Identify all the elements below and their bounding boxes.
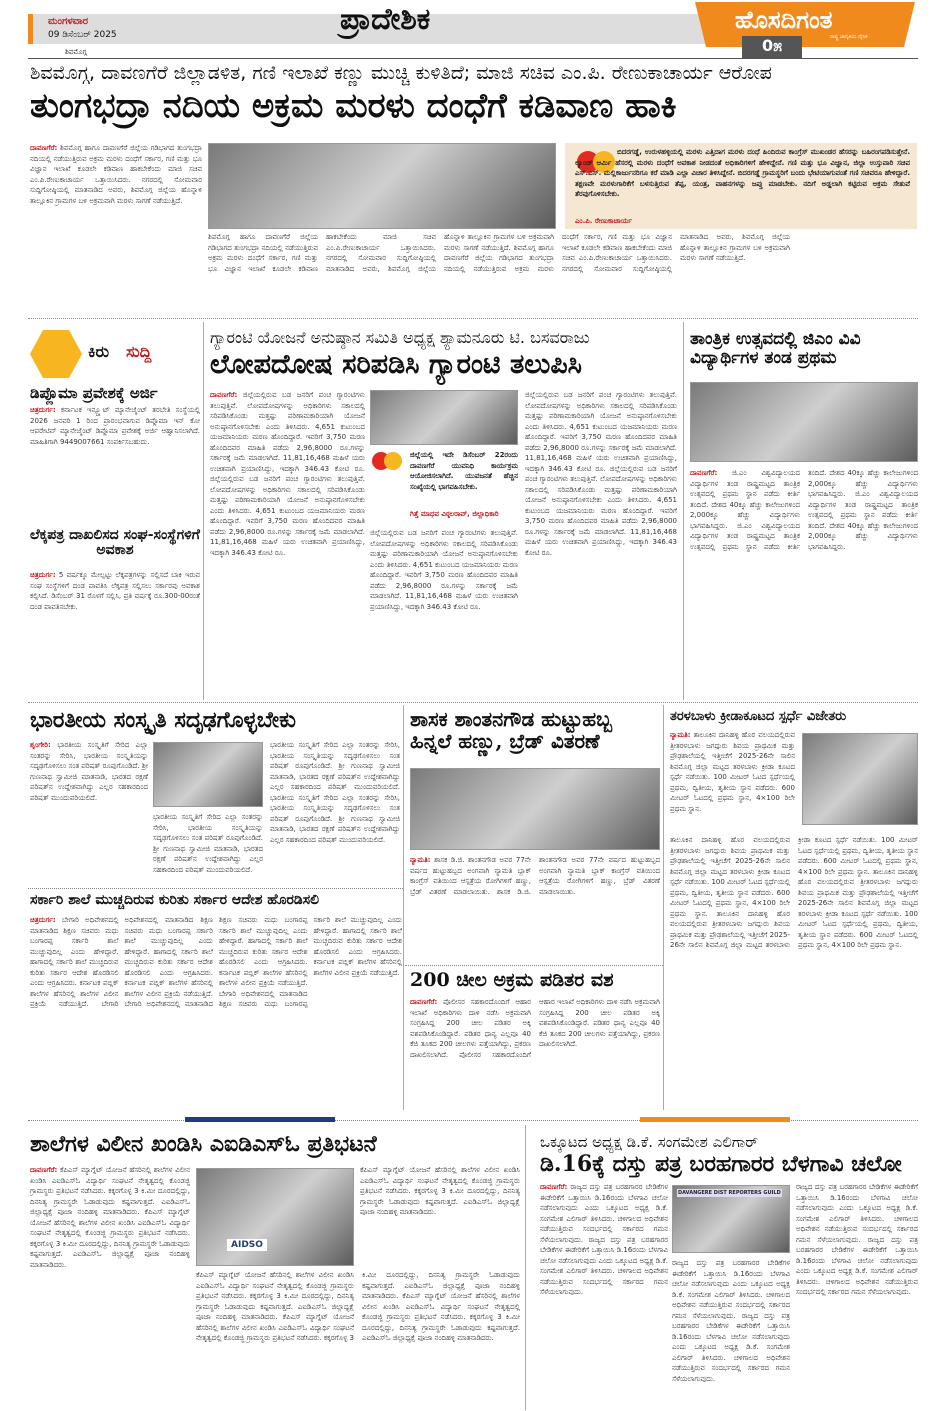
lead-body-continued — [208, 232, 908, 312]
guarantee-body-continued — [370, 528, 518, 695]
logo-tagline: ರಾಷ್ಟ್ರ ಜಾಗೃತಿಯ ದೈನಿಕ — [830, 34, 868, 40]
sanskriti-body-continued — [153, 812, 263, 880]
article-text: ರಾಜ್ಯದ ದಸ್ತು ಪತ್ರ ಬರಹಗಾರರ ಬೇಡಿಕೆಗಳ ಈಡೇರಿಕೆಗೆ ಒತ್ತಾಯಿಸಿ ಡಿ.16ರಂದು ಬೆಳಗಾವಿ ಚಲೋ ನಡೆಸಲಾಗುವುದು ಎಂದು ಒಕ್ಕೂಟದ ಅಧ್ಯಕ್ಷ ಡಿ.ಕೆ. ಸಂಗಮೇಶ ಎಲಿಗಾರ್ ತಿಳಿಸಿದರು. ಚಳಿಗಾಲದ ಅಧಿವೇಶನ ನಡೆಯುತ್ತಿರುವ ಸಂದರ್ಭದಲ್ಲಿ ಸರ್ಕಾರದ ಗಮನ ಸೆಳೆಯಲಾಗುವುದು. — [796, 1183, 918, 1244]
tantrika-headline: ತಾಂತ್ರಿಕ ಉತ್ಸವದಲ್ಲಿ ಜಿಎಂ ವಿವಿ ವಿದ್ಯಾರ್ಥಿಗಳ ತಂಡ ಪ್ರಥಮ — [690, 329, 861, 368]
guild-banner: DAVANGERE DIST REPORTERS GUILD — [678, 1190, 781, 1196]
article-text: ಜಿಲ್ಲೆಯಲ್ಲಿರುವ ಬಡ ಜನರಿಗೆ ಪಂಚ ಗ್ಯಾರಂಟಿಗಳು ತಲುಪುತ್ತಿವೆ. ಲೋಪದೋಷಗಳನ್ನು ಅಧಿಕಾರಿಗಳು ಸಕಾಲದಲ್ಲಿ ಸರಿಪಡಿಸಿಕೊಂಡು ಮತ್ತಷ್ಟು ಪರಿಣಾಮಕಾರಿಯಾಗಿ ಯೋಜನೆ ಅನುಷ್ಠಾನಗೊಳಿಸಬೇಕು ಎಂದು ತಿಳಿಸಿದರು. 4,651 ಕುಟುಂಬದ ಯಜಮಾನಿಯರು ಮರಣ ಹೊಂದಿದ್ದಾರೆ. ಇವರಿಗೆ 3,750 ಮರಣ ಹೊಂದಿದವರ ಮಾಹಿತಿ ಪಡೆದು 2,96,8000 ರೂ.ಗಳನ್ನು ಸರ್ಕಾರಕ್ಕೆ ಜಮೆ ಮಾಡಲಾಗಿದೆ. 11,81,16,468 ಮಹಿಳೆ ಯರು ಉಚಿತವಾಗಿ ಪ್ರಯಾಣಿಸಿದ್ದು, ಇದಕ್ಕಾಗಿ 346.43 ಕೋಟಿ ರೂ. — [210, 391, 365, 473]
dateline: ಚಿತ್ರದುರ್ಗ: — [30, 406, 56, 414]
quote-author: ಎಂ.ಪಿ. ರೇಣುಕಾಚಾರ್ಯ — [575, 217, 633, 225]
column-rule — [663, 705, 664, 1110]
students-group-photo — [690, 382, 918, 462]
sports-body — [670, 730, 795, 830]
guarantee-kicker: ಗ್ಯಾರಂಟಿ ಯೋಜನೆ ಅನುಷ್ಠಾನ ಸಮಿತಿ ಅಧ್ಯಕ್ಷ ಶ್ಯಾಮನೂರು ಟಿ. ಬಸವರಾಜು — [210, 328, 590, 347]
brief-body — [30, 405, 200, 523]
column-rule — [525, 1125, 526, 1410]
ration-body — [410, 997, 660, 1107]
article-text: ತಾಲೂಕಿನ ದಾನಿಹಳ್ಳಿ ಹೊರ ವಲಯದಲ್ಲಿರುವ ತ್ರೀತರಳಬಾಳು ಜಗದ್ಗುರು ಶಿವಯ ಪ್ರಾಥಮಿಕ ಮತ್ತು ಪ್ರೌಢಶಾಲೆಯಲ್ಲಿ ಇತ್ತೀಚೆಗೆ 2025-26ನೇ ಸಾಲಿನ ಶಿವಮೊಗ್ಗ ಜಿಲ್ಲಾ ಮಟ್ಟದ ತರಳಬಾಳು ಕ್ರೀಡಾ ಕೂಟದ ಸ್ಪರ್ಧೆ ನಡೆಯಿತು. 100 ಮೀಟರ್ ಓಟದ ಸ್ಪರ್ಧೆಯಲ್ಲಿ ಪ್ರಥಮ, ದ್ವಿತೀಯ, ತೃತೀಯ ಸ್ಥಾನ ಪಡೆದರು. 600 ಮೀಟರ್ ಓಟದಲ್ಲಿ ಪ್ರಥಮ ಸ್ಥಾನ, 4×100 ರಿಲೇ ಪ್ರಥಮ ಸ್ಥಾನ. — [670, 836, 791, 918]
brief-body — [30, 570, 200, 695]
page-number: 0೫ — [742, 36, 802, 58]
pointing-hand-icon — [30, 330, 82, 378]
lead-headline: ತುಂಗಭದ್ರಾ ನದಿಯ ಅಕ್ರಮ ಮರಳು ದಂಧೆಗೆ ಕಡಿವಾಣ ಹಾಕಿ — [30, 86, 677, 126]
protest-banner: AIDSO — [227, 1239, 267, 1251]
divider — [28, 58, 918, 59]
writers-body-continued — [672, 1258, 790, 1408]
edition-city: ಶಿವಮೊಗ್ಗ — [65, 48, 87, 56]
article-text: ಭಾರತೀಯ ಸಂಸ್ಕೃತಿಗೆ ಸೇರಿದ ಎಲ್ಲಾ ಸಂತರನ್ನು ಸೇರಿಸಿ, ಭಾರತೀಯ ಸಂಸ್ಕೃತಿಯನ್ನು ಸದೃಢಗೊಳಿಸಲು ಸಂತ ಪರಿಷತ್ ರೂಪುಗೊಂಡಿದೆ. ಶ್ರೀ ಗುಣನಾಥ ಸ್ವಾಮೀಜಿ ಮಾತನಾಡಿ, ಭಾರತದ ರಕ್ಷಣೆ ಪರಿಷತ್‌ನ ಉದ್ದೇಶವಾಗಿದ್ದು ಎಲ್ಲರ ಸಹಕಾರದಿಂದ ಪರಿಷತ್ ಮುಂದುವರಿಯಲಿದೆ. — [270, 741, 400, 791]
guarantee-body-continued — [525, 390, 677, 695]
article-text: ಬೇಗಾರಿ ಅಧಿವೇಶನದಲ್ಲಿ ಮಾತನಾಡಿದ ಶಿಕ್ಷಣ ಸಚಿವರು ಮಧು ಬಂಗಾರಪ್ಪ ಸರ್ಕಾರಿ ಶಾಲೆ ಮುಚ್ಚುವುದಿಲ್ಲ ಎಂದು ಹೇಳಿದ್ದಾರೆ. ಹಾಗಾದಲ್ಲಿ ಸರ್ಕಾರಿ ಶಾಲೆ ಮುಚ್ಚದಿರುವ ಕುರಿತು ಸರ್ಕಾರ ಆದೇಶ ಹೊರಡಿಸಲಿ ಎಂದು ಆಗ್ರಹಿಸಿದರು. ಕರ್ನಾಟಕ ಪಬ್ಲಿಕ್ ಶಾಲೆಗಳ ಹೆಸರಿನಲ್ಲಿ ಶಾಲೆಗಳ ವಿಲೀನ ಪ್ರಕ್ರಿಯೆ ನಡೆಯುತ್ತಿದೆ. — [101, 916, 213, 1008]
quote-text: ಜಿಲ್ಲೆಯಲ್ಲಿ ಇದೇ ಡಿಸೆಂಬರ್ 22ರಂದು ದಾವಣಗೆರೆ ಯುವನಿಧಿ ಕಾರ್ಯಕ್ರಮ ಆಯೋಜಿಸಲಾಗಿದೆ. ಯುವಜನತೆ ಹೆಚ್ಚಿನ ಸಂಖ್ಯೆಯಲ್ಲಿ ಭಾಗವಹಿಸಬೇಕು. — [410, 451, 518, 491]
article-text: ಪೊಲೀಸರ ಸಹಕಾರದೊಂದಿಗೆ ಆಹಾರ ಇಲಾಖೆ ಅಧಿಕಾರಿಗಳು ದಾಳಿ ನಡೆಸಿ ಅಕ್ರಮವಾಗಿ ಸಂಗ್ರಹಿಸಿದ್ದ 200 ಚೀಲ ಪಡಿತರ ಅಕ್ಕಿ ವಶಪಡಿಸಿಕೊಂಡಿದ್ದಾರೆ. ಪಡಿತರ ಧಾನ್ಯ ಎಲ್ಲವೂ 40 ಕೆಜಿ ತೂಕದ 200 ಚೀಲಗಳು ಪತ್ತೆಯಾಗಿದ್ದು, ಪ್ರಕರಣ ದಾಖಲಿಸಲಾಗಿದೆ. — [410, 998, 531, 1059]
article-text: ಭಾರತೀಯ ಸಂಸ್ಕೃತಿಗೆ ಸೇರಿದ ಎಲ್ಲಾ ಸಂತರನ್ನು ಸೇರಿಸಿ, ಭಾರತೀಯ ಸಂಸ್ಕೃತಿಯನ್ನು ಸದೃಢಗೊಳಿಸಲು ಸಂತ ಪರಿಷತ್ ರೂಪುಗೊಂಡಿದೆ. ಶ್ರೀ ಗುಣನಾಥ ಸ್ವಾಮೀಜಿ ಮಾತನಾಡಿ, ಭಾರತದ ರಕ್ಷಣೆ ಪರಿಷತ್‌ನ ಉದ್ದೇಶವಾಗಿದ್ದು ಎಲ್ಲರ ಸಹಕಾರದಿಂದ ಪರಿಷತ್ ಮುಂದುವರಿಯಲಿದೆ. — [153, 813, 263, 874]
ration-headline: 200 ಚೀಲ ಅಕ್ರಮ ಪಡಿತರ ವಶ — [410, 969, 614, 991]
article-text: ಜಿ.ಎಂ ವಿಶ್ವವಿದ್ಯಾಲಯದ ವಿದ್ಯಾರ್ಥಿಗಳ ತಂಡ ರಾಷ್ಟ್ರಮಟ್ಟದ ತಾಂತ್ರಿಕ ಉತ್ಸವದಲ್ಲಿ ಪ್ರಥಮ ಸ್ಥಾನ ಪಡೆದು ಕೀರ್ತಿ ತಂದಿದೆ. ದೇಶದ 40ಕ್ಕೂ ಹೆಚ್ಚು ಕಾಲೇಜುಗಳಿಂದ 2,000ಕ್ಕೂ ಹೆಚ್ಚು ವಿದ್ಯಾರ್ಥಿಗಳು ಭಾಗವಹಿಸಿದ್ದರು. — [690, 469, 800, 530]
article-text: ಶಾಸಕ ಡಿ.ಜಿ. ಶಾಂತನಗೌಡ ಅವರ 77ನೇ ವರ್ಷದ ಹುಟ್ಟುಹಬ್ಬದ ಅಂಗವಾಗಿ ನ್ಯಾಮತಿ ಬ್ಲಾಕ್ ಕಾಂಗ್ರೆಸ್ ವತಿಯಿಂದ ಆಸ್ಪತ್ರೆಯ ರೋಗಿಗಳಿಗೆ ಹಣ್ಣು, ಬ್ರೆಡ್ ವಿತರಣೆ ಮಾಡಲಾಯಿತು. — [497, 856, 660, 896]
article-text: ಜಿಲ್ಲೆಯಲ್ಲಿರುವ ಬಡ ಜನರಿಗೆ ಪಂಚ ಗ್ಯಾರಂಟಿಗಳು ತಲುಪುತ್ತಿವೆ. ಲೋಪದೋಷಗಳನ್ನು ಅಧಿಕಾರಿಗಳು ಸಕಾಲದಲ್ಲಿ ಸರಿಪಡಿಸಿಕೊಂಡು ಮತ್ತಷ್ಟು ಪರಿಣಾಮಕಾರಿಯಾಗಿ ಯೋಜನೆ ಅನುಷ್ಠಾನಗೊಳಿಸಬೇಕು ಎಂದು ತಿಳಿಸಿದರು. 4,651 ಕುಟುಂಬದ ಯಜಮಾನಿಯರು ಮರಣ ಹೊಂದಿದ್ದಾರೆ. ಇವರಿಗೆ 3,750 ಮರಣ ಹೊಂದಿದವರ ಮಾಹಿತಿ ಪಡೆದು 2,96,8000 ರೂ.ಗಳನ್ನು ಸರ್ಕಾರಕ್ಕೆ ಜಮೆ ಮಾಡಲಾಗಿದೆ. 11,81,16,468 ಮಹಿಳೆ ಯರು ಉಚಿತವಾಗಿ ಪ್ರಯಾಣಿಸಿದ್ದು, ಇದಕ್ಕಾಗಿ 346.43 ಕೋಟಿ ರೂ. — [525, 391, 677, 473]
badge-label: ಕಿರು — [88, 342, 110, 361]
dateline: ದಾವಣಗೆರೆ: — [30, 144, 58, 152]
shantanagouda-body — [410, 855, 660, 960]
brief-headline: ಲೆಕ್ಕಪತ್ರ ದಾಖಲಿಸದ ಸಂಘ-ಸಂಸ್ಥೆಗಳಿಗೆ ಅವಕಾಶ — [30, 527, 200, 559]
dateline: ದಾವಣಗೆರೆ: — [540, 1183, 568, 1191]
column-rule — [203, 322, 204, 700]
article-text: ಶಿವಮೊಗ್ಗ ಹಾಗೂ ದಾವಣಗೆರೆ ಜಿಲ್ಲೆಯ ಗಡಿಭಾಗದ ತುಂಗಭದ್ರಾ ನದಿಯಲ್ಲಿ ನಡೆಯುತ್ತಿರುವ ಅಕ್ರಮ ಮರಳು ದಂಧೆಗೆ ಸರ್ಕಾರ, ಗಣಿ ಮತ್ತು ಭೂ ವಿಜ್ಞಾನ ಇಲಾಖೆ ಕೂಡಲೇ ಕಡಿವಾಣ ಹಾಕಬೇಕೆಂದು ಮಾಜಿ ಸಚಿವ ಎಂ.ಪಿ.ರೇಣುಕಾಚಾರ್ಯ ಒತ್ತಾಯಿಸಿದರು. ನಗರದಲ್ಲಿ ಸೋಮವಾರ ಸುದ್ದಿಗೋಷ್ಠಿಯಲ್ಲಿ ಮಾತನಾಡಿದ ಅವರು, ಶಿವಮೊಗ್ಗ ಜಿಲ್ಲೆಯ ಹೊನ್ನಾಳಿ ತಾಲ್ಲೂಕಿನ ಗ್ರಾಮಗಳ ಬಳಿ ಅಕ್ರಮವಾಗಿ ಮರಳು ಸಾಗಣೆ ನಡೆಯುತ್ತಿದೆ. — [208, 233, 554, 273]
article-text: ಶಾಸಕ ಡಿ.ಜಿ. ಶಾಂತನಗೌಡ ಅವರ 77ನೇ ವರ್ಷದ ಹುಟ್ಟುಹಬ್ಬದ ಅಂಗವಾಗಿ ನ್ಯಾಮತಿ ಬ್ಲಾಕ್ ಕಾಂಗ್ರೆಸ್ ವತಿಯಿಂದ ಆಸ್ಪತ್ರೆಯ ರೋಗಿಗಳಿಗೆ ಹಣ್ಣು, ಬ್ರೆಡ್ ವಿತರಣೆ ಮಾಡಲಾಯಿತು. — [410, 856, 532, 896]
sanskriti-body-continued — [270, 740, 400, 880]
dateline: ದಾವಣಗೆರೆ: — [410, 998, 438, 1006]
sanskriti-body — [30, 740, 148, 880]
article-text: ಕೆಪಿಎಸ್ ಮ್ಯಾಗ್ನೆಟ್ ಯೋಜನೆ ಹೆಸರಿನಲ್ಲಿ ಶಾಲೆಗಳ ವಿಲೀನ ಖಂಡಿಸಿ ಎಐಡಿಎಸ್‌ಓ ವಿದ್ಯಾರ್ಥಿ ಸಂಘಟನೆ ನೇತೃತ್ವದಲ್ಲಿ ಕೊಂಡಜ್ಜಿ ಗ್ರಾಮಸ್ಥರು ಪ್ರತಿಭಟನೆ ನಡೆಸಿದರು. ಕಕ್ಕರಗೊಳ್ಳ 3 ಕಿ.ಮೀ ದೂರದಲ್ಲಿದ್ದು, ದಿನನಿತ್ಯ ಗ್ರಾಮಸ್ಥರೇ ಓಡಾಡುವುದು ಕಷ್ಟವಾಗುತ್ತದೆ. ಎಐಡಿಎಸ್‌ಓ ಜಿಲ್ಲಾಧ್ಯಕ್ಷೆ ಪೂಜಾ ನಂದಿಹಳ್ಳಿ ಮಾತನಾಡಿದರು. — [196, 1271, 520, 1342]
lead-photo — [208, 143, 556, 229]
article-text: ಬೇಗಾರಿ ಅಧಿವೇಶನದಲ್ಲಿ ಮಾತನಾಡಿದ ಶಿಕ್ಷಣ ಸಚಿವರು ಮಧು ಬಂಗಾರಪ್ಪ ಸರ್ಕಾರಿ ಶಾಲೆ ಮುಚ್ಚುವುದಿಲ್ಲ ಎಂದು ಹೇಳಿದ್ದಾರೆ. ಹಾಗಾದಲ್ಲಿ ಸರ್ಕಾರಿ ಶಾಲೆ ಮುಚ್ಚದಿರುವ ಕುರಿತು ಸರ್ಕಾರ ಆದೇಶ ಹೊರಡಿಸಲಿ ಎಂದು ಆಗ್ರಹಿಸಿದರು. ಕರ್ನಾಟಕ ಪಬ್ಲಿಕ್ ಶಾಲೆಗಳ ಹೆಸರಿನಲ್ಲಿ ಶಾಲೆಗಳ ವಿಲೀನ ಪ್ರಕ್ರಿಯೆ ನಡೆಯುತ್ತಿದೆ. — [124, 916, 308, 1008]
lead-quote-box — [565, 143, 917, 229]
article-text: ಕೆಪಿಎಸ್ ಮ್ಯಾಗ್ನೆಟ್ ಯೋಜನೆ ಹೆಸರಿನಲ್ಲಿ ಶಾಲೆಗಳ ವಿಲೀನ ಖಂಡಿಸಿ ಎಐಡಿಎಸ್‌ಓ ವಿದ್ಯಾರ್ಥಿ ಸಂಘಟನೆ ನೇತೃತ್ವದಲ್ಲಿ ಕೊಂಡಜ್ಜಿ ಗ್ರಾಮಸ್ಥರು ಪ್ರತಿಭಟನೆ ನಡೆಸಿದರು. ಕಕ್ಕರಗೊಳ್ಳ 3 ಕಿ.ಮೀ ದೂರದಲ್ಲಿದ್ದು, ದಿನನಿತ್ಯ ಗ್ರಾಮಸ್ಥರೇ ಓಡಾಡುವುದು ಕಷ್ಟವಾಗುತ್ತದೆ. ಎಐಡಿಎಸ್‌ಓ ಜಿಲ್ಲಾಧ್ಯಕ್ಷೆ ಪೂಜಾ ನಂದಿಹಳ್ಳಿ ಮಾತನಾಡಿದರು. — [360, 1166, 520, 1216]
dateline: ಚಿತ್ರದುರ್ಗ: — [30, 571, 56, 579]
guarantee-headline: ಲೋಪದೋಷ ಸರಿಪಡಿಸಿ ಗ್ಯಾರಂಟಿ ತಲುಪಿಸಿ — [210, 349, 582, 380]
article-text: ಕರ್ನಾಟಕ ಇನ್ಸ್ಟ್ಯೂಟ್ ಮ್ಯಾನೇಜ್ಮೆಂಟ್ ತರಬೇತಿ ಸಂಸ್ಥೆಯಲ್ಲಿ 2026 ಜನವರಿ 1 ರಿಂದ ಪ್ರಾರಂಭವಾಗುವ ಡಿಪ್ಲೊಮಾ ಇನ್ ಕೋ ಆಪರೇಟಿವ್ ಮ್ಯಾನೇಜ್ಮೆಂಟ್ ಡಿಪ್ಲೊಮಾ ಪ್ರವೇಶಕ್ಕೆ ಅರ್ಜಿ ಆಹ್ವಾನಿಸಲಾಗಿದೆ. ಮಾಹಿತಿಗಾಗಿ 9449007661 ಸಂಪರ್ಕಿಸಬಹುದು. — [30, 406, 200, 446]
dateline: ಚಿತ್ರದುರ್ಗ: — [30, 916, 56, 924]
writers-kicker: ಒಕ್ಕೂಟದ ಅಧ್ಯಕ್ಷ ಡಿ.ಕೆ. ಸಂಗಮೇಶ ಎಲಿಗಾರ್ — [540, 1133, 759, 1151]
article-text: ಜಿ.ಎಂ ವಿಶ್ವವಿದ್ಯಾಲಯದ ವಿದ್ಯಾರ್ಥಿಗಳ ತಂಡ ರಾಷ್ಟ್ರಮಟ್ಟದ ತಾಂತ್ರಿಕ ಉತ್ಸವದಲ್ಲಿ ಪ್ರಥಮ ಸ್ಥಾನ ಪಡೆದು ಕೀರ್ತಿ ತಂದಿದೆ. ದೇಶದ 40ಕ್ಕೂ ಹೆಚ್ಚು ಕಾಲೇಜುಗಳಿಂದ 2,000ಕ್ಕೂ ಹೆಚ್ಚು ವಿದ್ಯಾರ್ಥಿಗಳು ಭಾಗವಹಿಸಿದ್ದರು. — [690, 469, 918, 551]
article-text: ತಾಲೂಕಿನ ದಾನಿಹಳ್ಳಿ ಹೊರ ವಲಯದಲ್ಲಿರುವ ತ್ರೀತರಳಬಾಳು ಜಗದ್ಗುರು ಶಿವಯ ಪ್ರಾಥಮಿಕ ಮತ್ತು ಪ್ರೌಢಶಾಲೆಯಲ್ಲಿ ಇತ್ತೀಚೆಗೆ 2025-26ನೇ ಸಾಲಿನ ಶಿವಮೊಗ್ಗ ಜಿಲ್ಲಾ ಮಟ್ಟದ ತರಳಬಾಳು ಕ್ರೀಡಾ ಕೂಟದ ಸ್ಪರ್ಧೆ ನಡೆಯಿತು. 100 ಮೀಟರ್ ಓಟದ ಸ್ಪರ್ಧೆಯಲ್ಲಿ ಪ್ರಥಮ, ದ್ವಿತೀಯ, ತೃತೀಯ ಸ್ಥಾನ ಪಡೆದರು. 600 ಮೀಟರ್ ಓಟದಲ್ಲಿ ಪ್ರಥಮ ಸ್ಥಾನ, 4×100 ರಿಲೇ ಪ್ರಥಮ ಸ್ಥಾನ. — [670, 731, 795, 813]
shantanagouda-headline: ಶಾಸಕ ಶಾಂತನಗೌಡ ಹುಟ್ಟುಹಬ್ಬ ಹಿನ್ನಲೆ ಹಣ್ಣು, ಬ್ರೆಡ್ ವಿತರಣೆ — [410, 707, 612, 753]
aidso-body-continued — [196, 1270, 520, 1405]
article-text: ಪೊಲೀಸರ ಸಹಕಾರದೊಂದಿಗೆ ಆಹಾರ ಇಲಾಖೆ ಅಧಿಕಾರಿಗಳು ದಾಳಿ ನಡೆಸಿ ಅಕ್ರಮವಾಗಿ ಸಂಗ್ರಹಿಸಿದ್ದ 200 ಚೀಲ ಪಡಿತರ ಅಕ್ಕಿ ವಶಪಡಿಸಿಕೊಂಡಿದ್ದಾರೆ. ಪಡಿತರ ಧಾನ್ಯ ಎಲ್ಲವೂ 40 ಕೆಜಿ ತೂಕದ 200 ಚೀಲಗಳು ಪತ್ತೆಯಾಗಿದ್ದು, ಪ್ರಕರಣ ದಾಖಲಿಸಲಾಗಿದೆ. — [459, 998, 660, 1059]
article-text: ಬೇಗಾರಿ ಅಧಿವೇಶನದಲ್ಲಿ ಮಾತನಾಡಿದ ಶಿಕ್ಷಣ ಸಚಿವರು ಮಧು ಬಂಗಾರಪ್ಪ ಸರ್ಕಾರಿ ಶಾಲೆ ಮುಚ್ಚುವುದಿಲ್ಲ ಎಂದು ಹೇಳಿದ್ದಾರೆ. ಹಾಗಾದಲ್ಲಿ ಸರ್ಕಾರಿ ಶಾಲೆ ಮುಚ್ಚದಿರುವ ಕುರಿತು ಸರ್ಕಾರ ಆದೇಶ ಹೊರಡಿಸಲಿ ಎಂದು ಆಗ್ರಹಿಸಿದರು. ಕರ್ನಾಟಕ ಪಬ್ಲಿಕ್ ಶಾಲೆಗಳ ಹೆಸರಿನಲ್ಲಿ ಶಾಲೆಗಳ ವಿಲೀನ ಪ್ರಕ್ರಿಯೆ ನಡೆಯುತ್ತಿದೆ. — [219, 916, 402, 1008]
aidso-body — [30, 1165, 190, 1405]
dateline: ನ್ಯಾಮತಿ: — [670, 731, 691, 739]
guarantee-quote — [370, 450, 518, 522]
article-text: ರಾಜ್ಯದ ದಸ್ತು ಪತ್ರ ಬರಹಗಾರರ ಬೇಡಿಕೆಗಳ ಈಡೇರಿಕೆಗೆ ಒತ್ತಾಯಿಸಿ ಡಿ.16ರಂದು ಬೆಳಗಾವಿ ಚಲೋ ನಡೆಸಲಾಗುವುದು ಎಂದು ಒಕ್ಕೂಟದ ಅಧ್ಯಕ್ಷ ಡಿ.ಕೆ. ಸಂಗಮೇಶ ಎಲಿಗಾರ್ ತಿಳಿಸಿದರು. ಚಳಿಗಾಲದ ಅಧಿವೇಶನ ನಡೆಯುತ್ತಿರುವ ಸಂದರ್ಭದಲ್ಲಿ ಸರ್ಕಾರದ ಗಮನ ಸೆಳೆಯಲಾಗುವುದು. — [672, 1259, 790, 1320]
fruit-distribution-photo — [410, 768, 660, 850]
article-text: ಕೆಪಿಎಸ್ ಮ್ಯಾಗ್ನೆಟ್ ಯೋಜನೆ ಹೆಸರಿನಲ್ಲಿ ಶಾಲೆಗಳ ವಿಲೀನ ಖಂಡಿಸಿ ಎಐಡಿಎಸ್‌ಓ ವಿದ್ಯಾರ್ಥಿ ಸಂಘಟನೆ ನೇತೃತ್ವದಲ್ಲಿ ಕೊಂಡಜ್ಜಿ ಗ್ರಾಮಸ್ಥರು ಪ್ರತಿಭಟನೆ ನಡೆಸಿದರು. ಕಕ್ಕರಗೊಳ್ಳ 3 ಕಿ.ಮೀ ದೂರದಲ್ಲಿದ್ದು, ದಿನನಿತ್ಯ ಗ್ರಾಮಸ್ಥರೇ ಓಡಾಡುವುದು ಕಷ್ಟವಾಗುತ್ತದೆ. ಎಐಡಿಎಸ್‌ಓ ಜಿಲ್ಲಾಧ್ಯಕ್ಷೆ ಪೂಜಾ ನಂದಿಹಳ್ಳಿ ಮಾತನಾಡಿದರು. — [196, 1271, 354, 1321]
kirusuddi-badge — [30, 330, 180, 378]
sports-photo — [802, 733, 918, 825]
aidso-headline: ಶಾಲೆಗಳ ವಿಲೀನ ಖಂಡಿಸಿ ಎಐಡಿಎಸ್‌ಓ ಪ್ರತಿಭಟನೆ — [30, 1131, 377, 1157]
lead-kicker: ಶಿವಮೊಗ್ಗ, ದಾವಣಗೆರೆ ಜಿಲ್ಲಾಡಳಿತ, ಗಣಿ ಇಲಾಖೆ ಕಣ್ಣು ಮುಚ್ಚಿ ಕುಳಿತಿದೆ; ಮಾಜಿ ಸಚಿವ ಎಂ.ಪಿ. ರೇಣುಕಾಚಾರ್ಯ ಆರೋಪ — [30, 62, 772, 84]
sports-body-continued — [670, 835, 918, 1107]
article-text: ತಾಲೂಕಿನ ದಾನಿಹಳ್ಳಿ ಹೊರ ವಲಯದಲ್ಲಿರುವ ತ್ರೀತರಳಬಾಳು ಜಗದ್ಗುರು ಶಿವಯ ಪ್ರಾಥಮಿಕ ಮತ್ತು ಪ್ರೌಢಶಾಲೆಯಲ್ಲಿ ಇತ್ತೀಚೆಗೆ 2025-26ನೇ ಸಾಲಿನ ಶಿವಮೊಗ್ಗ ಜಿಲ್ಲಾ ಮಟ್ಟದ ತರಳಬಾಳು ಕ್ರೀಡಾ ಕೂಟದ ಸ್ಪರ್ಧೆ ನಡೆಯಿತು. 100 ಮೀಟರ್ ಓಟದ ಸ್ಪರ್ಧೆಯಲ್ಲಿ ಪ್ರಥಮ, ದ್ವಿತೀಯ, ತೃತೀಯ ಸ್ಥಾನ ಪಡೆದರು. 600 ಮೀಟರ್ ಓಟದಲ್ಲಿ ಪ್ರಥಮ ಸ್ಥಾನ, 4×100 ರಿಲೇ ಪ್ರಥಮ ಸ್ಥಾನ. — [798, 867, 918, 949]
divider — [28, 702, 918, 703]
protest-photo — [196, 1168, 354, 1266]
aidso-body-continued — [360, 1165, 520, 1265]
article-text: ಶಿವಮೊಗ್ಗ ಹಾಗೂ ದಾವಣಗೆರೆ ಜಿಲ್ಲೆಯ ಗಡಿಭಾಗದ ತುಂಗಭದ್ರಾ ನದಿಯಲ್ಲಿ ನಡೆಯುತ್ತಿರುವ ಅಕ್ರಮ ಮರಳು ದಂಧೆಗೆ ಸರ್ಕಾರ, ಗಣಿ ಮತ್ತು ಭೂ ವಿಜ್ಞಾನ ಇಲಾಖೆ ಕೂಡಲೇ ಕಡಿವಾಣ ಹಾಕಬೇಕೆಂದು ಮಾಜಿ ಸಚಿವ ಎಂ.ಪಿ.ರೇಣುಕಾಚಾರ್ಯ ಒತ್ತಾಯಿಸಿದರು. ನಗರದಲ್ಲಿ ಸೋಮವಾರ ಸುದ್ದಿಗೋಷ್ಠಿಯಲ್ಲಿ ಮಾತನಾಡಿದ ಅವರು, ಶಿವಮೊಗ್ಗ ಜಿಲ್ಲೆಯ ಹೊನ್ನಾಳಿ ತಾಲ್ಲೂಕಿನ ಗ್ರಾಮಗಳ ಬಳಿ ಅಕ್ರಮವಾಗಿ ಮರಳು ಸಾಗಣೆ ನಡೆಯುತ್ತಿದೆ. — [30, 144, 202, 205]
swamiji-photo — [153, 742, 263, 807]
dateline: ದಾವಣಗೆರೆ: — [690, 469, 718, 477]
article-text: ಶಿವಮೊಗ್ಗ ಹಾಗೂ ದಾವಣಗೆರೆ ಜಿಲ್ಲೆಯ ಗಡಿಭಾಗದ ತುಂಗಭದ್ರಾ ನದಿಯಲ್ಲಿ ನಡೆಯುತ್ತಿರುವ ಅಕ್ರಮ ಮರಳು ದಂಧೆಗೆ ಸರ್ಕಾರ, ಗಣಿ ಮತ್ತು ಭೂ ವಿಜ್ಞಾನ ಇಲಾಖೆ ಕೂಡಲೇ ಕಡಿವಾಣ ಹಾಕಬೇಕೆಂದು ಮಾಜಿ ಸಚಿವ ಎಂ.ಪಿ.ರೇಣುಕಾಚಾರ್ಯ ಒತ್ತಾಯಿಸಿದರು. ನಗರದಲ್ಲಿ ಸೋಮವಾರ ಸುದ್ದಿಗೋಷ್ಠಿಯಲ್ಲಿ ಮಾತನಾಡಿದ ಅವರು, ಶಿವಮೊಗ್ಗ ಜಿಲ್ಲೆಯ ಹೊನ್ನಾಳಿ ತಾಲ್ಲೂಕಿನ ಗ್ರಾಮಗಳ ಬಳಿ ಅಕ್ರಮವಾಗಿ ಮರಳು ಸಾಗಣೆ ನಡೆಯುತ್ತಿದೆ. — [444, 233, 790, 273]
press-meet-photo — [672, 1185, 790, 1253]
dateline: ದಾವಣಗೆರೆ: — [210, 391, 238, 399]
logo-text: ಹೊಸದಿಗಂತ — [735, 6, 833, 34]
divider — [405, 965, 663, 966]
column-rule — [683, 322, 684, 700]
masthead-accent — [28, 14, 33, 44]
sports-headline: ತರಳಬಾಳು ಕ್ರೀಡಾಕೂಟದ ಸ್ಪರ್ಧೆ ವಿಜೇತರು — [670, 709, 847, 724]
article-text: ಜಿಲ್ಲೆಯಲ್ಲಿರುವ ಬಡ ಜನರಿಗೆ ಪಂಚ ಗ್ಯಾರಂಟಿಗಳು ತಲುಪುತ್ತಿವೆ. ಲೋಪದೋಷಗಳನ್ನು ಅಧಿಕಾರಿಗಳು ಸಕಾಲದಲ್ಲಿ ಸರಿಪಡಿಸಿಕೊಂಡು ಮತ್ತಷ್ಟು ಪರಿಣಾಮಕಾರಿಯಾಗಿ ಯೋಜನೆ ಅನುಷ್ಠಾನಗೊಳಿಸಬೇಕು ಎಂದು ತಿಳಿಸಿದರು. 4,651 ಕುಟುಂಬದ ಯಜಮಾನಿಯರು ಮರಣ ಹೊಂದಿದ್ದಾರೆ. ಇವರಿಗೆ 3,750 ಮರಣ ಹೊಂದಿದವರ ಮಾಹಿತಿ ಪಡೆದು 2,96,8000 ರೂ.ಗಳನ್ನು ಸರ್ಕಾರಕ್ಕೆ ಜಮೆ ಮಾಡಲಾಗಿದೆ. 11,81,16,468 ಮಹಿಳೆ ಯರು ಉಚಿತವಾಗಿ ಪ್ರಯಾಣಿಸಿದ್ದು, ಇದಕ್ಕಾಗಿ 346.43 ಕೋಟಿ ರೂ. — [370, 529, 518, 611]
article-text: ತಾಲೂಕಿನ ದಾನಿಹಳ್ಳಿ ಹೊರ ವಲಯದಲ್ಲಿರುವ ತ್ರೀತರಳಬಾಳು ಜಗದ್ಗುರು ಶಿವಯ ಪ್ರಾಥಮಿಕ ಮತ್ತು ಪ್ರೌಢಶಾಲೆಯಲ್ಲಿ ಇತ್ತೀಚೆಗೆ 2025-26ನೇ ಸಾಲಿನ ಶಿವಮೊಗ್ಗ ಜಿಲ್ಲಾ ಮಟ್ಟದ ತರಳಬಾಳು ಕ್ರೀಡಾ ಕೂಟದ ಸ್ಪರ್ಧೆ ನಡೆಯಿತು. 100 ಮೀಟರ್ ಓಟದ ಸ್ಪರ್ಧೆಯಲ್ಲಿ ಪ್ರಥಮ, ದ್ವಿತೀಯ, ತೃತೀಯ ಸ್ಥಾನ ಪಡೆದರು. 600 ಮೀಟರ್ ಓಟದಲ್ಲಿ ಪ್ರಥಮ ಸ್ಥಾನ, 4×100 ರಿಲೇ ಪ್ರಥಮ ಸ್ಥಾನ. — [670, 836, 918, 949]
tantrika-body — [690, 468, 918, 696]
lead-body — [30, 143, 202, 313]
column-rule — [403, 705, 404, 1110]
dateline: ದಾವಣಗೆರೆ: — [30, 1166, 58, 1174]
badge-label: ಸುದ್ದಿ — [126, 342, 152, 361]
issue-date: 09 ಡಿಸೆಂಬರ್ 2025 — [48, 30, 117, 40]
sanskriti-headline: ಭಾರತೀಯ ಸಂಸ್ಕೃತಿ ಸದೃಢಗೊಳ್ಳಬೇಕು — [30, 707, 296, 733]
writers-body-continued — [796, 1182, 918, 1407]
divider — [28, 318, 918, 319]
article-text: ಜಿ.ಎಂ ವಿಶ್ವವಿದ್ಯಾಲಯದ ವಿದ್ಯಾರ್ಥಿಗಳ ತಂಡ ರಾಷ್ಟ್ರಮಟ್ಟದ ತಾಂತ್ರಿಕ ಉತ್ಸವದಲ್ಲಿ ಪ್ರಥಮ ಸ್ಥಾನ ಪಡೆದು ಕೀರ್ತಿ ತಂದಿದೆ. ದೇಶದ 40ಕ್ಕೂ ಹೆಚ್ಚು ಕಾಲೇಜುಗಳಿಂದ 2,000ಕ್ಕೂ ಹೆಚ್ಚು ವಿದ್ಯಾರ್ಥಿಗಳು ಭಾಗವಹಿಸಿದ್ದರು. — [808, 490, 918, 551]
divider — [28, 888, 403, 889]
article-text: ಬೇಗಾರಿ ಅಧಿವೇಶನದಲ್ಲಿ ಮಾತನಾಡಿದ ಶಿಕ್ಷಣ ಸಚಿವರು ಮಧು ಬಂಗಾರಪ್ಪ ಸರ್ಕಾರಿ ಶಾಲೆ ಮುಚ್ಚುವುದಿಲ್ಲ ಎಂದು ಹೇಳಿದ್ದಾರೆ. ಹಾಗಾದಲ್ಲಿ ಸರ್ಕಾರಿ ಶಾಲೆ ಮುಚ್ಚದಿರುವ ಕುರಿತು ಸರ್ಕಾರ ಆದೇಶ ಹೊರಡಿಸಲಿ ಎಂದು ಆಗ್ರಹಿಸಿದರು. ಕರ್ನಾಟಕ ಪಬ್ಲಿಕ್ ಶಾಲೆಗಳ ಹೆಸರಿನಲ್ಲಿ ಶಾಲೆಗಳ ವಿಲೀನ ಪ್ರಕ್ರಿಯೆ ನಡೆಯುತ್ತಿದೆ. — [30, 916, 119, 1008]
quote-icon — [384, 452, 402, 470]
article-text: ಭಾರತೀಯ ಸಂಸ್ಕೃತಿಗೆ ಸೇರಿದ ಎಲ್ಲಾ ಸಂತರನ್ನು ಸೇರಿಸಿ, ಭಾರತೀಯ ಸಂಸ್ಕೃತಿಯನ್ನು ಸದೃಢಗೊಳಿಸಲು ಸಂತ ಪರಿಷತ್ ರೂಪುಗೊಂಡಿದೆ. ಶ್ರೀ ಗುಣನಾಥ ಸ್ವಾಮೀಜಿ ಮಾತನಾಡಿ, ಭಾರತದ ರಕ್ಷಣೆ ಪರಿಷತ್‌ನ ಉದ್ದೇಶವಾಗಿದ್ದು ಎಲ್ಲರ ಸಹಕಾರದಿಂದ ಪರಿಷತ್ ಮುಂದುವರಿಯಲಿದೆ. — [270, 793, 400, 844]
meeting-photo — [370, 390, 518, 445]
writers-headline: ಡಿ.16ಕ್ಕೆ ದಸ್ತು ಪತ್ರ ಬರಹಗಾರರ ಬೆಳಗಾವಿ ಚಲೋ — [540, 1151, 902, 1177]
writers-body — [540, 1182, 668, 1407]
dateline: ಶೃಂಗೇರಿ: — [30, 741, 51, 749]
article-text: ಕೆಪಿಎಸ್ ಮ್ಯಾಗ್ನೆಟ್ ಯೋಜನೆ ಹೆಸರಿನಲ್ಲಿ ಶಾಲೆಗಳ ವಿಲೀನ ಖಂಡಿಸಿ ಎಐಡಿಎಸ್‌ಓ ವಿದ್ಯಾರ್ಥಿ ಸಂಘಟನೆ ನೇತೃತ್ವದಲ್ಲಿ ಕೊಂಡಜ್ಜಿ ಗ್ರಾಮಸ್ಥರು ಪ್ರತಿಭಟನೆ ನಡೆಸಿದರು. ಕಕ್ಕರಗೊಳ್ಳ 3 ಕಿ.ಮೀ ದೂರದಲ್ಲಿದ್ದು, ದಿನನಿತ್ಯ ಗ್ರಾಮಸ್ಥರೇ ಓಡಾಡುವುದು ಕಷ್ಟವಾಗುತ್ತದೆ. ಎಐಡಿಎಸ್‌ಓ ಜಿಲ್ಲಾಧ್ಯಕ್ಷೆ ಪೂಜಾ ನಂದಿಹಳ್ಳಿ ಮಾತನಾಡಿದರು. — [30, 1166, 190, 1216]
article-text: 5 ವರ್ಷಕ್ಕೂ ಮೇಲ್ಪಟ್ಟು ಲೆಕ್ಕಪತ್ರಗಳನ್ನು ಸಲ್ಲಿಸದೆ ಬಾಕಿ ಇರುವ ಸಂಘ ಸಂಸ್ಥೆಗಳಿಗೆ ದಂಡ ಪಾವತಿಸಿ ಲೆಕ್ಕಪತ್ರ ಸಲ್ಲಿಸಲು ಸರ್ಕಾರವು ಅವಕಾಶ ಕಲ್ಪಿಸಿದೆ. ಡಿಸೆಂಬರ್ 31 ರೊಳಗೆ ಸಲ್ಲಿಸಿ, ಪ್ರತಿ ವರ್ಷಕ್ಕೆ ರೂ.300-00ರಂತೆ ದಂಡ ಪಾವತಿಸಬೇಕು. — [30, 571, 200, 611]
dateline: ನ್ಯಾಮತಿ: — [410, 856, 431, 864]
article-text: ಭಾರತೀಯ ಸಂಸ್ಕೃತಿಗೆ ಸೇರಿದ ಎಲ್ಲಾ ಸಂತರನ್ನು ಸೇರಿಸಿ, ಭಾರತೀಯ ಸಂಸ್ಕೃತಿಯನ್ನು ಸದೃಢಗೊಳಿಸಲು ಸಂತ ಪರಿಷತ್ ರೂಪುಗೊಂಡಿದೆ. ಶ್ರೀ ಗುಣನಾಥ ಸ್ವಾಮೀಜಿ ಮಾತನಾಡಿ, ಭಾರತದ ರಕ್ಷಣೆ ಪರಿಷತ್‌ನ ಉದ್ದೇಶವಾಗಿದ್ದು ಎಲ್ಲರ ಸಹಕಾರದಿಂದ ಪರಿಷತ್ ಮುಂದುವರಿಯಲಿದೆ. — [30, 741, 148, 802]
quote-text: ಬಿದರಗಡ್ಡೆ, ಉರುಳಹಳ್ಳಿಯಲ್ಲಿ ಮರಳು ಎತ್ತಿದಾಗ ಮರಳು ದಂಧೆ ಹಿಂದಿರುವ ಕಾಂಗ್ರೆಸ್ ಮುಖಂಡರ ಹೆಸರನ್ನು ಬಹಿರಂಗಪಡಿಸುತ್ತೇನೆ. ಲ್ಯಾಂಡ್ ಆರ್ಮಿ ಹೆಸರಲ್ಲಿ ಮರಳು ದಂಧೆಗೆ ಅವಕಾಶ ನೀಡದಂತೆ ಅಧಿಕಾರಿಗಳಿಗೆ ಹೇಳಿದ್ದೇನೆ. ಗಣಿ ಮತ್ತು ಭೂ ವಿಜ್ಞಾನ, ಜಿಲ್ಲಾ ಉಸ್ತುವಾರಿ ಸಚಿವ ಎಸ್.ಎಸ್. ಮಲ್ಲಿಕಾರ್ಜುನರಿಗೂ ಕರೆ ಮಾಡಿ ಎಲ್ಲಾ ವಿಚಾರ ತಿಳಿಸಿದ್ದೇನೆ. ಬಿದರಗಡ್ಡೆ ಗ್ರಾಮಸ್ಥರಿಗೆ ಬಂದು ಭೇಟಿಯಾಗುವಂತೆ ಗಣಿ ಸಚಿವರೂ ಹೇಳಿದ್ದಾರೆ. ತಕ್ಷಣವೇ ಮರಳುಗಾರಿಕೆಗೆ ಬಳಸುತ್ತಿರುವ ತೆಪ್ಪ, ಯಂತ್ರ, ವಾಹನಗಳನ್ನು ಜಪ್ತು ಮಾಡಬೇಕು. ನದಿಗೆ ಅಡ್ಡಲಾಗಿ ಕಟ್ಟಿರುವ ಅಕ್ರಮ ಸೇತುವೆ ತೆರವುಗೊಳಿಸಬೇಕು. — [575, 148, 910, 198]
article-text: ರಾಜ್ಯದ ದಸ್ತು ಪತ್ರ ಬರಹಗಾರರ ಬೇಡಿಕೆಗಳ ಈಡೇರಿಕೆಗೆ ಒತ್ತಾಯಿಸಿ ಡಿ.16ರಂದು ಬೆಳಗಾವಿ ಚಲೋ ನಡೆಸಲಾಗುವುದು ಎಂದು ಒಕ್ಕೂಟದ ಅಧ್ಯಕ್ಷ ಡಿ.ಕೆ. ಸಂಗಮೇಶ ಎಲಿಗಾರ್ ತಿಳಿಸಿದರು. ಚಳಿಗಾಲದ ಅಧಿವೇಶನ ನಡೆಯುತ್ತಿರುವ ಸಂದರ್ಭದಲ್ಲಿ ಸರ್ಕಾರದ ಗಮನ ಸೆಳೆಯಲಾಗುವುದು. — [672, 1311, 790, 1383]
sarkari-headline: ಸರ್ಕಾರಿ ಶಾಲೆ ಮುಚ್ಚದಿರುವ ಕುರಿತು ಸರ್ಕಾರ ಆದೇಶ ಹೊರಡಿಸಲಿ — [30, 892, 320, 908]
article-text: ರಾಜ್ಯದ ದಸ್ತು ಪತ್ರ ಬರಹಗಾರರ ಬೇಡಿಕೆಗಳ ಈಡೇರಿಕೆಗೆ ಒತ್ತಾಯಿಸಿ ಡಿ.16ರಂದು ಬೆಳಗಾವಿ ಚಲೋ ನಡೆಸಲಾಗುವುದು ಎಂದು ಒಕ್ಕೂಟದ ಅಧ್ಯಕ್ಷ ಡಿ.ಕೆ. ಸಂಗಮೇಶ ಎಲಿಗಾರ್ ತಿಳಿಸಿದರು. ಚಳಿಗಾಲದ ಅಧಿವೇಶನ ನಡೆಯುತ್ತಿರುವ ಸಂದರ್ಭದಲ್ಲಿ ಸರ್ಕಾರದ ಗಮನ ಸೆಳೆಯಲಾಗುವುದು. — [540, 1235, 668, 1296]
article-text: ಕೆಪಿಎಸ್ ಮ್ಯಾಗ್ನೆಟ್ ಯೋಜನೆ ಹೆಸರಿನಲ್ಲಿ ಶಾಲೆಗಳ ವಿಲೀನ ಖಂಡಿಸಿ ಎಐಡಿಎಸ್‌ಓ ವಿದ್ಯಾರ್ಥಿ ಸಂಘಟನೆ ನೇತೃತ್ವದಲ್ಲಿ ಕೊಂಡಜ್ಜಿ ಗ್ರಾಮಸ್ಥರು ಪ್ರತಿಭಟನೆ ನಡೆಸಿದರು. ಕಕ್ಕರಗೊಳ್ಳ 3 ಕಿ.ಮೀ ದೂರದಲ್ಲಿದ್ದು, ದಿನನಿತ್ಯ ಗ್ರಾಮಸ್ಥರೇ ಓಡಾಡುವುದು ಕಷ್ಟವಾಗುತ್ತದೆ. ಎಐಡಿಎಸ್‌ಓ ಜಿಲ್ಲಾಧ್ಯಕ್ಷೆ ಪೂಜಾ ನಂದಿಹಳ್ಳಿ ಮಾತನಾಡಿದರು. — [30, 1208, 190, 1269]
article-text: ರಾಜ್ಯದ ದಸ್ತು ಪತ್ರ ಬರಹಗಾರರ ಬೇಡಿಕೆಗಳ ಈಡೇರಿಕೆಗೆ ಒತ್ತಾಯಿಸಿ ಡಿ.16ರಂದು ಬೆಳಗಾವಿ ಚಲೋ ನಡೆಸಲಾಗುವುದು ಎಂದು ಒಕ್ಕೂಟದ ಅಧ್ಯಕ್ಷ ಡಿ.ಕೆ. ಸಂಗಮೇಶ ಎಲಿಗಾರ್ ತಿಳಿಸಿದರು. ಚಳಿಗಾಲದ ಅಧಿವೇಶನ ನಡೆಯುತ್ತಿರುವ ಸಂದರ್ಭದಲ್ಲಿ ಸರ್ಕಾರದ ಗಮನ ಸೆಳೆಯಲಾಗುವುದು. — [796, 1235, 918, 1296]
quote-author: ಗಿತ್ತೆ ಮಾಧವ ವಿಠ್ಠಲರಾವ್, ಜಿಲ್ಲಾಧಿಕಾರಿ — [410, 510, 499, 518]
divider-accent — [640, 1117, 790, 1122]
article-text: ರಾಜ್ಯದ ದಸ್ತು ಪತ್ರ ಬರಹಗಾರರ ಬೇಡಿಕೆಗಳ ಈಡೇರಿಕೆಗೆ ಒತ್ತಾಯಿಸಿ ಡಿ.16ರಂದು ಬೆಳಗಾವಿ ಚಲೋ ನಡೆಸಲಾಗುವುದು ಎಂದು ಒಕ್ಕೂಟದ ಅಧ್ಯಕ್ಷ ಡಿ.ಕೆ. ಸಂಗಮೇಶ ಎಲಿಗಾರ್ ತಿಳಿಸಿದರು. ಚಳಿಗಾಲದ ಅಧಿವೇಶನ ನಡೆಯುತ್ತಿರುವ ಸಂದರ್ಭದಲ್ಲಿ ಸರ್ಕಾರದ ಗಮನ ಸೆಳೆಯಲಾಗುವುದು. — [540, 1183, 668, 1244]
divider-accent — [185, 1117, 335, 1122]
section-title: ಪ್ರಾದೇಶಿಕ — [340, 2, 431, 37]
article-text: ಜಿಲ್ಲೆಯಲ್ಲಿರುವ ಬಡ ಜನರಿಗೆ ಪಂಚ ಗ್ಯಾರಂಟಿಗಳು ತಲುಪುತ್ತಿವೆ. ಲೋಪದೋಷಗಳನ್ನು ಅಧಿಕಾರಿಗಳು ಸಕಾಲದಲ್ಲಿ ಸರಿಪಡಿಸಿಕೊಂಡು ಮತ್ತಷ್ಟು ಪರಿಣಾಮಕಾರಿಯಾಗಿ ಯೋಜನೆ ಅನುಷ್ಠಾನಗೊಳಿಸಬೇಕು ಎಂದು ತಿಳಿಸಿದರು. 4,651 ಕುಟುಂಬದ ಯಜಮಾನಿಯರು ಮರಣ ಹೊಂದಿದ್ದಾರೆ. ಇವರಿಗೆ 3,750 ಮರಣ ಹೊಂದಿದವರ ಮಾಹಿತಿ ಪಡೆದು 2,96,8000 ರೂ.ಗಳನ್ನು ಸರ್ಕಾರಕ್ಕೆ ಜಮೆ ಮಾಡಲಾಗಿದೆ. 11,81,16,468 ಮಹಿಳೆ ಯರು ಉಚಿತವಾಗಿ ಪ್ರಯಾಣಿಸಿದ್ದು, ಇದಕ್ಕಾಗಿ 346.43 ಕೋಟಿ ರೂ. — [210, 475, 365, 557]
article-text: ಜಿಲ್ಲೆಯಲ್ಲಿರುವ ಬಡ ಜನರಿಗೆ ಪಂಚ ಗ್ಯಾರಂಟಿಗಳು ತಲುಪುತ್ತಿವೆ. ಲೋಪದೋಷಗಳನ್ನು ಅಧಿಕಾರಿಗಳು ಸಕಾಲದಲ್ಲಿ ಸರಿಪಡಿಸಿಕೊಂಡು ಮತ್ತಷ್ಟು ಪರಿಣಾಮಕಾರಿಯಾಗಿ ಯೋಜನೆ ಅನುಷ್ಠಾನಗೊಳಿಸಬೇಕು ಎಂದು ತಿಳಿಸಿದರು. 4,651 ಕುಟುಂಬದ ಯಜಮಾನಿಯರು ಮರಣ ಹೊಂದಿದ್ದಾರೆ. ಇವರಿಗೆ 3,750 ಮರಣ ಹೊಂದಿದವರ ಮಾಹಿತಿ ಪಡೆದು 2,96,8000 ರೂ.ಗಳನ್ನು ಸರ್ಕಾರಕ್ಕೆ ಜಮೆ ಮಾಡಲಾಗಿದೆ. 11,81,16,468 ಮಹಿಳೆ ಯರು ಉಚಿತವಾಗಿ ಪ್ರಯಾಣಿಸಿದ್ದು, ಇದಕ್ಕಾಗಿ 346.43 ಕೋಟಿ ರೂ. — [525, 464, 677, 557]
article-text: ಕೆಪಿಎಸ್ ಮ್ಯಾಗ್ನೆಟ್ ಯೋಜನೆ ಹೆಸರಿನಲ್ಲಿ ಶಾಲೆಗಳ ವಿಲೀನ ಖಂಡಿಸಿ ಎಐಡಿಎಸ್‌ಓ ವಿದ್ಯಾರ್ಥಿ ಸಂಘಟನೆ ನೇತೃತ್ವದಲ್ಲಿ ಕೊಂಡಜ್ಜಿ ಗ್ರಾಮಸ್ಥರು ಪ್ರತಿಭಟನೆ ನಡೆಸಿದರು. ಕಕ್ಕರಗೊಳ್ಳ 3 ಕಿ.ಮೀ ದೂರದಲ್ಲಿದ್ದು, ದಿನನಿತ್ಯ ಗ್ರಾಮಸ್ಥರೇ ಓಡಾಡುವುದು ಕಷ್ಟವಾಗುತ್ತದೆ. ಎಐಡಿಎಸ್‌ಓ ಜಿಲ್ಲಾಧ್ಯಕ್ಷೆ ಪೂಜಾ ನಂದಿಹಳ್ಳಿ ಮಾತನಾಡಿದರು. — [362, 1292, 520, 1342]
sarkari-body — [30, 915, 402, 1107]
brief-headline: ಡಿಪ್ಲೊಮಾ ಪ್ರವೇಶಕ್ಕೆ ಅರ್ಜಿ — [30, 384, 158, 402]
guarantee-body — [210, 390, 365, 695]
issue-day: ಮಂಗಳವಾರ — [48, 16, 89, 27]
